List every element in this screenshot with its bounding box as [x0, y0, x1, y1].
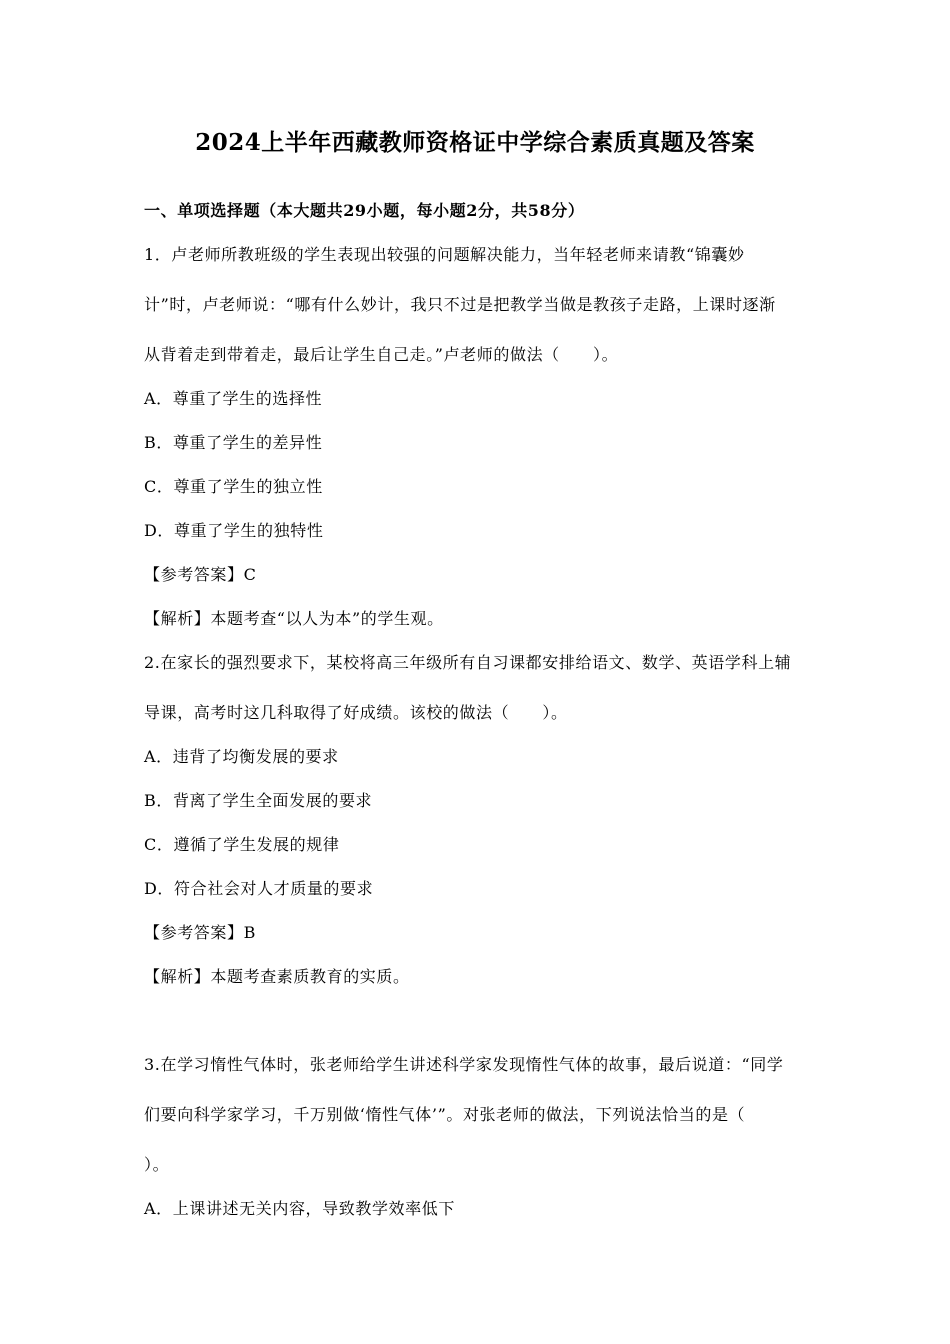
question-2-option-a: A．违背了均衡发展的要求 [144, 747, 339, 766]
question-1-analysis: 【解析】本题考查“以人为本”的学生观。 [144, 609, 444, 628]
question-3-option-a: A．上课讲述无关内容，导致教学效率低下 [144, 1199, 455, 1218]
question-1-stem-line-3: 从背着走到带着走，最后让学生自己走。”卢老师的做法（ ）。 [144, 345, 619, 364]
question-1-option-a: A．尊重了学生的选择性 [144, 389, 323, 408]
question-2-stem-line-1: 2.在家长的强烈要求下，某校将高三年级所有自习课都安排给语文、数学、英语学科上辅 [144, 653, 792, 672]
question-3-stem-line-2: 们要向科学家学习，千万别做‘惰性气体’”。对张老师的做法，下列说法恰当的是（ [144, 1105, 746, 1124]
question-2-stem-line-2: 导课，高考时这几科取得了好成绩。该校的做法（ ）。 [144, 703, 568, 722]
question-3-stem-line-3: ）。 [144, 1155, 170, 1174]
question-1-stem-line-1: 1．卢老师所教班级的学生表现出较强的问题解决能力，当年轻老师来请教“锦囊妙 [144, 245, 745, 264]
question-2-option-d: D．符合社会对人才质量的要求 [144, 879, 374, 898]
question-2-option-b: B．背离了学生全面发展的要求 [144, 791, 373, 810]
question-1-answer: 【参考答案】C [144, 565, 257, 584]
page-title: 2024上半年西藏教师资格证中学综合素质真题及答案 [195, 129, 755, 156]
question-1-option-c: C．尊重了学生的独立性 [144, 477, 323, 496]
question-3-stem-line-1: 3.在学习惰性气体时，张老师给学生讲述科学家发现惰性气体的故事，最后说道：“同学 [144, 1055, 784, 1074]
question-2-analysis: 【解析】本题考查素质教育的实质。 [144, 967, 410, 986]
question-2-option-c: C．遵循了学生发展的规律 [144, 835, 340, 854]
question-1-stem-line-2: 计”时，卢老师说：“哪有什么妙计，我只不过是把教学当做是教孩子走路，上课时逐渐 [144, 295, 776, 314]
section-heading: 一、单项选择题（本大题共29小题，每小题2分，共58分） [144, 201, 585, 220]
question-1-option-b: B．尊重了学生的差异性 [144, 433, 323, 452]
question-2-answer: 【参考答案】B [144, 923, 256, 942]
question-1-option-d: D．尊重了学生的独特性 [144, 521, 324, 540]
